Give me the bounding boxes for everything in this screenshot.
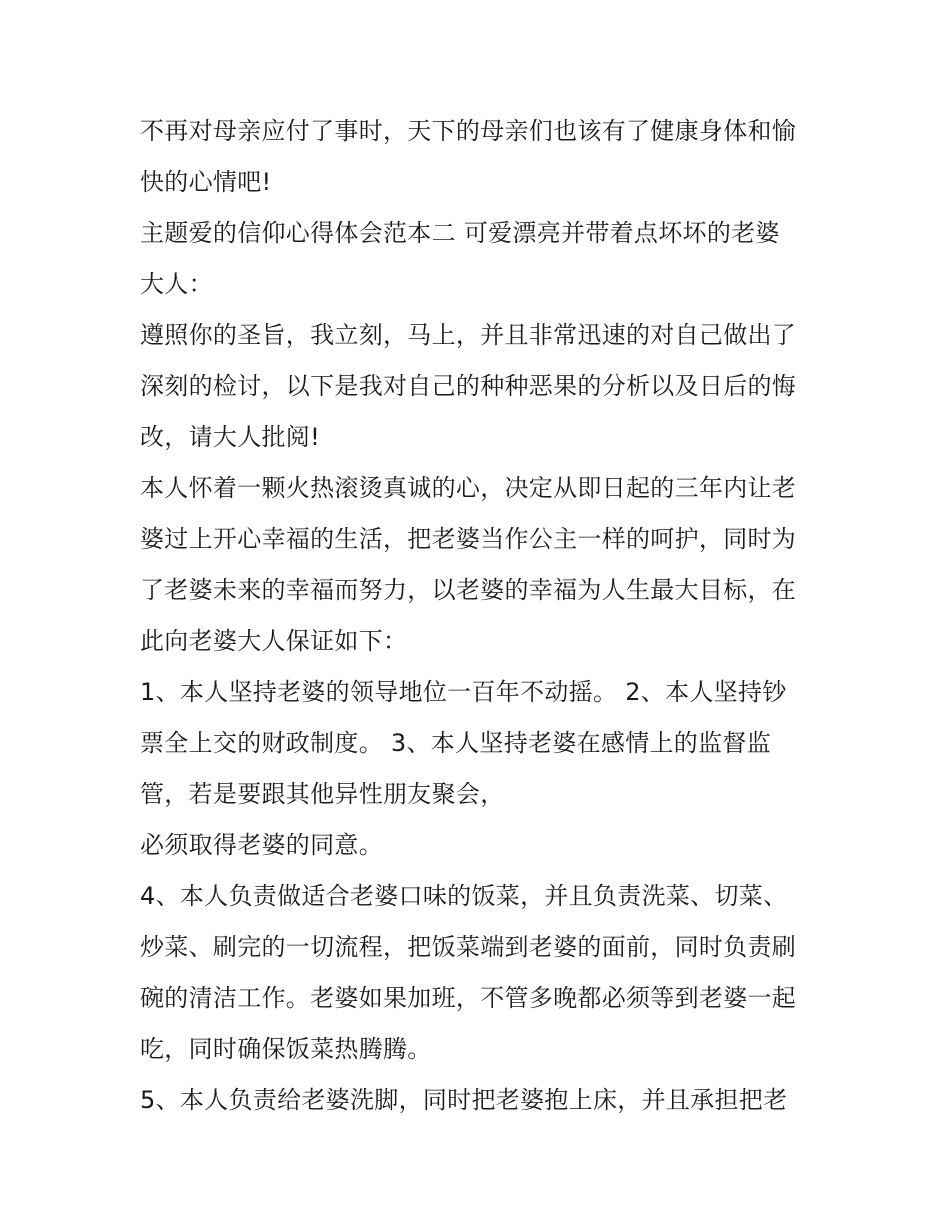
text-line: 婆过上开心幸福的生活，把老婆当作公主一样的呵护，同时为 [140,525,797,553]
text-line: 吃，同时确保饭菜热腾腾。 [140,1035,432,1063]
text-line: 主题爱的信仰心得体会范本二 可爱漂亮并带着点坏坏的老婆 [140,219,780,247]
text-line: 碗的清洁工作。老婆如果加班，不管多晚都必须等到老婆一起 [140,984,797,1012]
text-line: 了老婆未来的幸福而努力，以老婆的幸福为人生最大目标，在 [140,576,797,604]
text-line: 不再对母亲应付了事时，天下的母亲们也该有了健康身体和愉 [140,117,797,145]
text-line: 4、本人负责做适合老婆口味的饭菜，并且负责洗菜、切菜、 [140,882,788,910]
text-line: 本人怀着一颗火热滚烫真诚的心，决定从即日起的三年内让老 [140,474,797,502]
text-line: 此向老婆大人保证如下： [140,627,408,655]
document-body [140,106,820,1126]
text-line: 必须取得老婆的同意。 [140,831,383,859]
text-line: 票全上交的财政制度。 3、本人坚持老婆在感情上的监督监 [140,729,771,757]
text-line: 大人： [140,270,213,298]
text-line: 5、本人负责给老婆洗脚，同时把老婆抱上床，并且承担把老 [140,1086,788,1114]
text-line: 管，若是要跟其他异性朋友聚会， [140,780,505,808]
text-line: 1、本人坚持老婆的领导地位一百年不动摇。 2、本人坚持钞 [140,678,787,706]
text-line: 快的心情吧! [140,168,272,196]
text-line: 改，请大人批阅! [140,423,321,451]
text-line: 遵照你的圣旨，我立刻，马上，并且非常迅速的对自己做出了 [140,321,797,349]
text-line: 深刻的检讨，以下是我对自己的种种恶果的分析以及日后的悔 [140,372,797,400]
text-line: 炒菜、刷完的一切流程，把饭菜端到老婆的面前，同时负责刷 [140,933,797,961]
